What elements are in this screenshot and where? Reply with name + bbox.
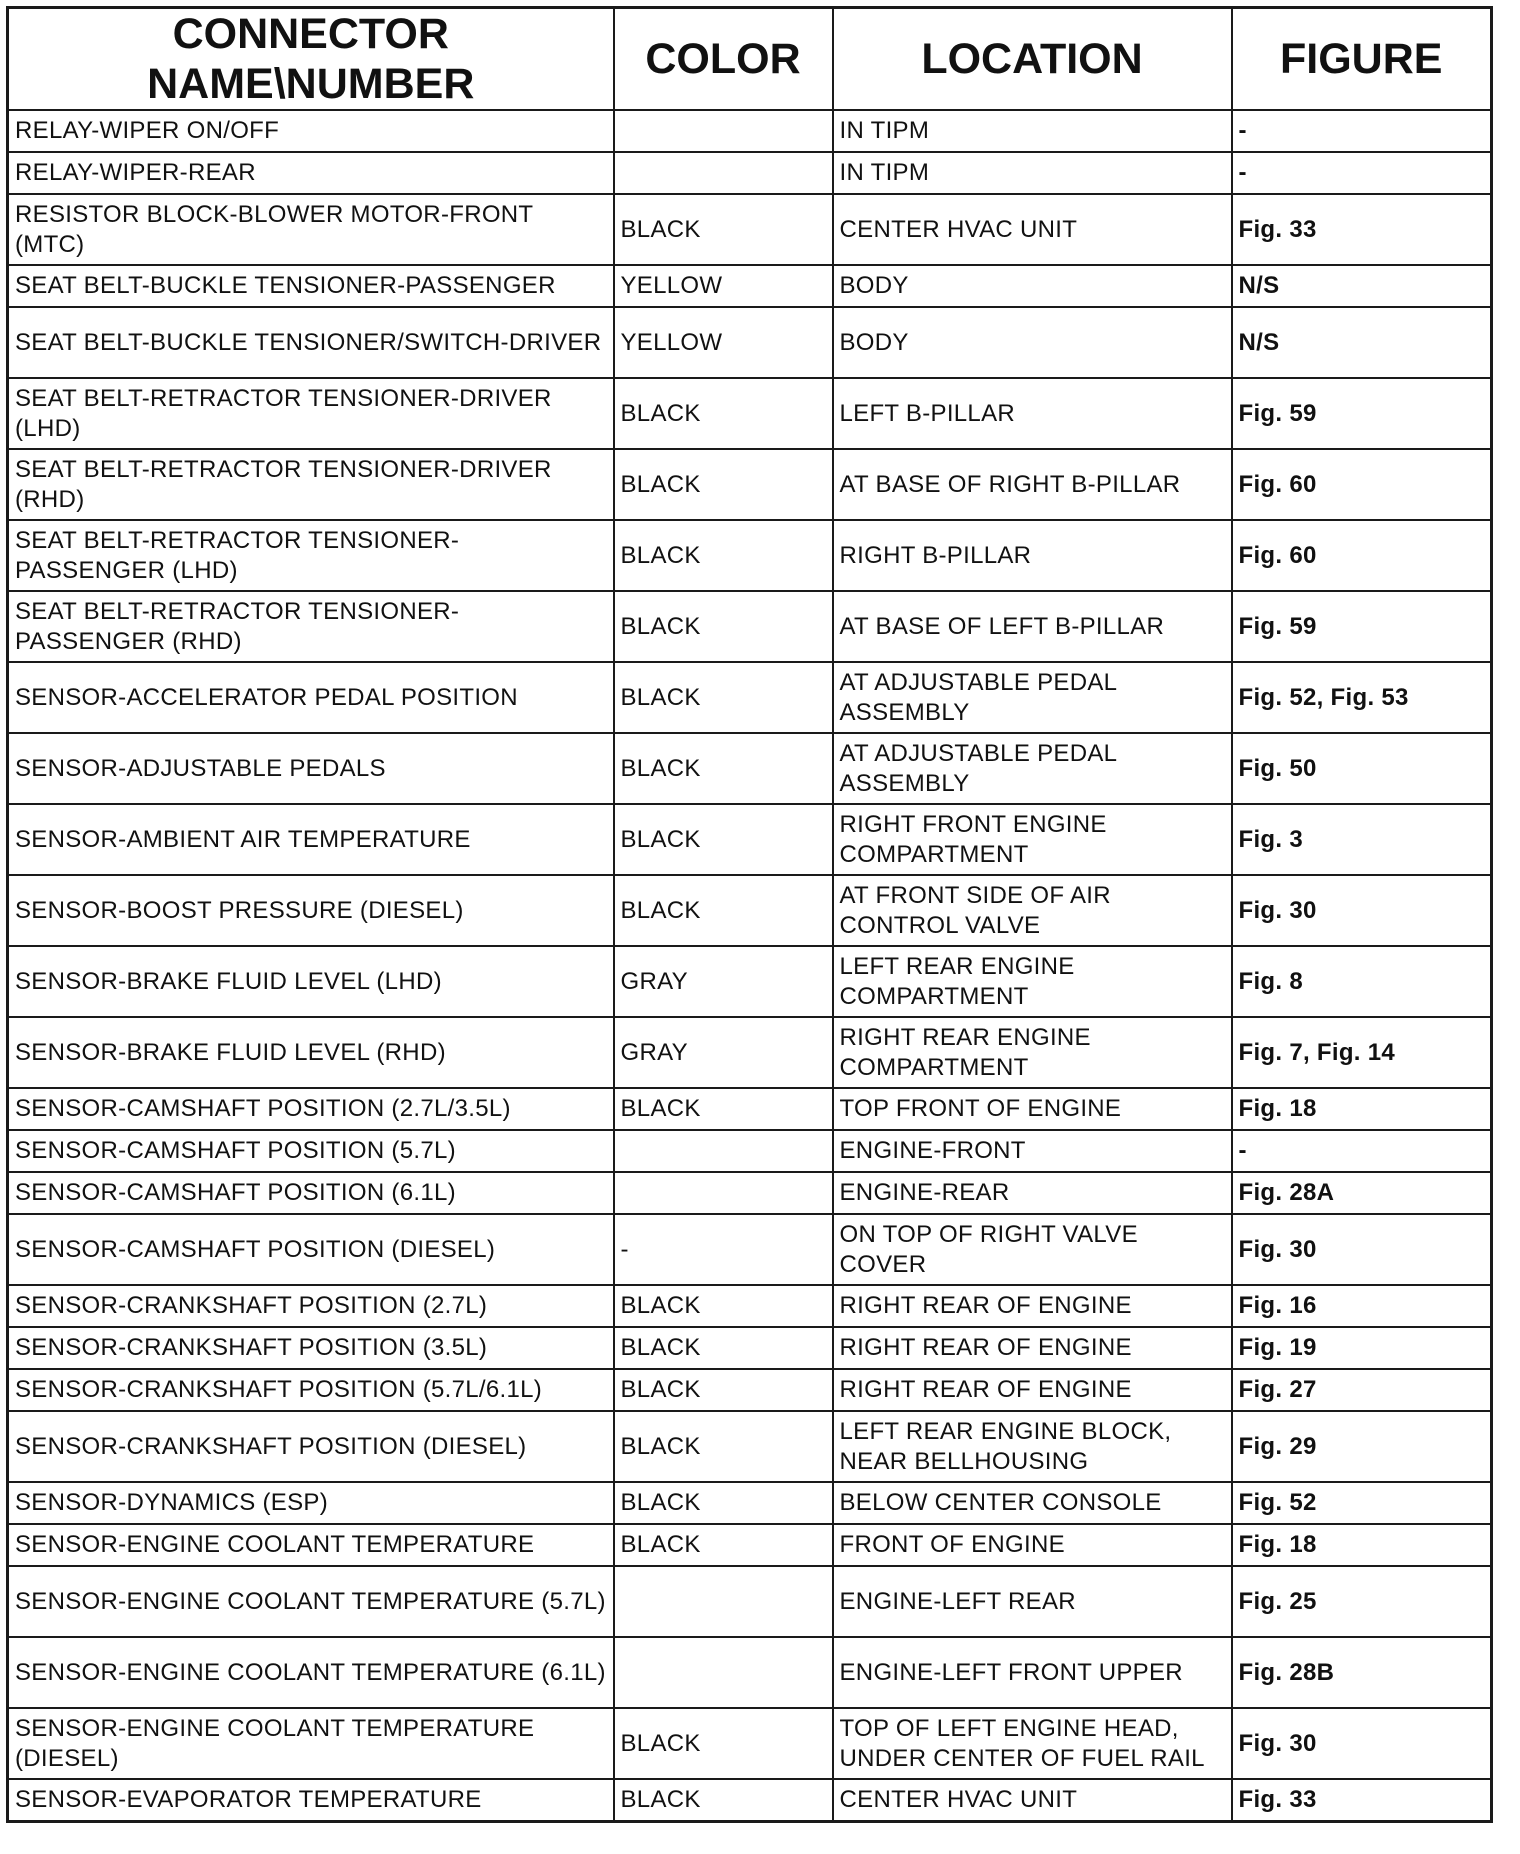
table-row [8,1130,1492,1172]
cell-name: SENSOR-ENGINE COOLANT TEMPERATURE [8,1524,614,1566]
cell-color [614,1130,833,1172]
cell-location: CENTER HVAC UNIT [833,1779,1232,1822]
cell-location: BODY [833,265,1232,307]
cell-figure: Fig. 29 [1232,1411,1492,1482]
cell-color: BLACK [614,1088,833,1130]
table-row [8,1327,1492,1369]
header-location: LOCATION [833,8,1232,111]
cell-name: SENSOR-CAMSHAFT POSITION (2.7L/3.5L) [8,1088,614,1130]
cell-color [614,152,833,194]
cell-name: SENSOR-ENGINE COOLANT TEMPERATURE (5.7L) [8,1566,614,1637]
cell-location: RIGHT REAR ENGINE COMPARTMENT [833,1017,1232,1088]
cell-name: SENSOR-AMBIENT AIR TEMPERATURE [8,804,614,875]
cell-color: YELLOW [614,307,833,378]
cell-figure: Fig. 7, Fig. 14 [1232,1017,1492,1088]
cell-figure: Fig. 19 [1232,1327,1492,1369]
cell-name: RELAY-WIPER ON/OFF [8,110,614,152]
table-row [8,662,1492,733]
cell-location: ENGINE-LEFT REAR [833,1566,1232,1637]
cell-color: BLACK [614,1708,833,1779]
cell-name: SEAT BELT-RETRACTOR TENSIONER-DRIVER (RHD) [8,449,614,520]
cell-name: SEAT BELT-RETRACTOR TENSIONER-PASSENGER (RHD) [8,591,614,662]
cell-name: SEAT BELT-RETRACTOR TENSIONER-DRIVER (LHD) [8,378,614,449]
header-connector-name [8,8,614,111]
cell-name: SENSOR-CRANKSHAFT POSITION (DIESEL) [8,1411,614,1482]
table-row [8,1708,1492,1779]
table-row [8,946,1492,1017]
table-row [8,1637,1492,1708]
cell-figure: Fig. 33 [1232,194,1492,265]
cell-color: BLACK [614,1327,833,1369]
cell-name: SEAT BELT-BUCKLE TENSIONER-PASSENGER [8,265,614,307]
cell-figure: Fig. 8 [1232,946,1492,1017]
cell-figure: Fig. 30 [1232,1708,1492,1779]
table-row [8,1524,1492,1566]
table-row [8,1172,1492,1214]
connector-table [6,6,1493,1823]
cell-location: CENTER HVAC UNIT [833,194,1232,265]
cell-location: AT ADJUSTABLE PEDAL ASSEMBLY [833,733,1232,804]
cell-color: BLACK [614,1779,833,1822]
cell-name: RELAY-WIPER-REAR [8,152,614,194]
table-row [8,110,1492,152]
header-connector-line2: NAME\NUMBER [147,60,475,108]
cell-location: IN TIPM [833,152,1232,194]
cell-color: - [614,1214,833,1285]
cell-color: BLACK [614,804,833,875]
cell-location: RIGHT REAR OF ENGINE [833,1327,1232,1369]
cell-figure: N/S [1232,307,1492,378]
table-row [8,307,1492,378]
cell-figure: - [1232,152,1492,194]
cell-location: FRONT OF ENGINE [833,1524,1232,1566]
cell-figure: Fig. 18 [1232,1524,1492,1566]
cell-location: LEFT REAR ENGINE COMPARTMENT [833,946,1232,1017]
cell-color: BLACK [614,1411,833,1482]
cell-name: SENSOR-CRANKSHAFT POSITION (3.5L) [8,1327,614,1369]
cell-name: SENSOR-CAMSHAFT POSITION (5.7L) [8,1130,614,1172]
cell-figure: - [1232,1130,1492,1172]
table-row [8,152,1492,194]
cell-figure: Fig. 59 [1232,591,1492,662]
cell-color [614,1172,833,1214]
table-row [8,1779,1492,1822]
cell-name: SENSOR-BOOST PRESSURE (DIESEL) [8,875,614,946]
cell-color [614,110,833,152]
table-row [8,378,1492,449]
cell-color: BLACK [614,591,833,662]
cell-figure: Fig. 27 [1232,1369,1492,1411]
cell-location: RIGHT REAR OF ENGINE [833,1285,1232,1327]
cell-name: SENSOR-CRANKSHAFT POSITION (5.7L/6.1L) [8,1369,614,1411]
table-row [8,1017,1492,1088]
cell-name: SENSOR-BRAKE FLUID LEVEL (RHD) [8,1017,614,1088]
cell-location: ON TOP OF RIGHT VALVE COVER [833,1214,1232,1285]
cell-name: SENSOR-CAMSHAFT POSITION (DIESEL) [8,1214,614,1285]
header-row [8,8,1492,111]
cell-figure: Fig. 30 [1232,875,1492,946]
cell-figure: Fig. 52, Fig. 53 [1232,662,1492,733]
cell-figure: Fig. 50 [1232,733,1492,804]
header-color: COLOR [614,8,833,111]
cell-color: BLACK [614,1369,833,1411]
cell-figure: Fig. 59 [1232,378,1492,449]
cell-color: BLACK [614,449,833,520]
table-header [8,8,1492,111]
cell-name: SENSOR-CRANKSHAFT POSITION (2.7L) [8,1285,614,1327]
cell-location: LEFT B-PILLAR [833,378,1232,449]
table-row [8,520,1492,591]
cell-figure: - [1232,110,1492,152]
cell-color: BLACK [614,662,833,733]
cell-figure: Fig. 30 [1232,1214,1492,1285]
cell-color [614,1637,833,1708]
cell-name: RESISTOR BLOCK-BLOWER MOTOR-FRONT (MTC) [8,194,614,265]
cell-name: SEAT BELT-BUCKLE TENSIONER/SWITCH-DRIVER [8,307,614,378]
cell-color: GRAY [614,1017,833,1088]
cell-name: SENSOR-ENGINE COOLANT TEMPERATURE (DIESEL) [8,1708,614,1779]
table-row [8,194,1492,265]
table-row [8,1214,1492,1285]
cell-figure: N/S [1232,265,1492,307]
table-row [8,1285,1492,1327]
cell-color: BLACK [614,1524,833,1566]
cell-name: SENSOR-ENGINE COOLANT TEMPERATURE (6.1L) [8,1637,614,1708]
cell-location: AT BASE OF RIGHT B-PILLAR [833,449,1232,520]
table-row [8,1566,1492,1637]
cell-color: BLACK [614,1482,833,1524]
table-body [8,110,1492,1822]
table-row [8,449,1492,520]
cell-name: SENSOR-DYNAMICS (ESP) [8,1482,614,1524]
cell-location: AT FRONT SIDE OF AIR CONTROL VALVE [833,875,1232,946]
cell-color: BLACK [614,520,833,591]
cell-color: BLACK [614,733,833,804]
table-row [8,875,1492,946]
cell-location: BELOW CENTER CONSOLE [833,1482,1232,1524]
cell-figure: Fig. 16 [1232,1285,1492,1327]
cell-figure: Fig. 18 [1232,1088,1492,1130]
cell-location: AT BASE OF LEFT B-PILLAR [833,591,1232,662]
cell-location: RIGHT B-PILLAR [833,520,1232,591]
cell-color: BLACK [614,378,833,449]
cell-location: ENGINE-LEFT FRONT UPPER [833,1637,1232,1708]
table-row [8,1411,1492,1482]
cell-name: SENSOR-CAMSHAFT POSITION (6.1L) [8,1172,614,1214]
table-row [8,1369,1492,1411]
cell-location: BODY [833,307,1232,378]
cell-figure: Fig. 28B [1232,1637,1492,1708]
cell-location: ENGINE-REAR [833,1172,1232,1214]
cell-figure: Fig. 28A [1232,1172,1492,1214]
cell-name: SENSOR-BRAKE FLUID LEVEL (LHD) [8,946,614,1017]
cell-color: BLACK [614,1285,833,1327]
table-row [8,1088,1492,1130]
cell-color: BLACK [614,875,833,946]
cell-figure: Fig. 3 [1232,804,1492,875]
cell-color: YELLOW [614,265,833,307]
cell-name: SENSOR-ACCELERATOR PEDAL POSITION [8,662,614,733]
table-row [8,591,1492,662]
cell-figure: Fig. 60 [1232,449,1492,520]
table-row [8,1482,1492,1524]
cell-name: SENSOR-EVAPORATOR TEMPERATURE [8,1779,614,1822]
cell-location: RIGHT FRONT ENGINE COMPARTMENT [833,804,1232,875]
cell-figure: Fig. 25 [1232,1566,1492,1637]
cell-color: BLACK [614,194,833,265]
cell-location: AT ADJUSTABLE PEDAL ASSEMBLY [833,662,1232,733]
cell-location: ENGINE-FRONT [833,1130,1232,1172]
cell-color [614,1566,833,1637]
cell-figure: Fig. 52 [1232,1482,1492,1524]
table-row [8,265,1492,307]
cell-location: IN TIPM [833,110,1232,152]
cell-name: SENSOR-ADJUSTABLE PEDALS [8,733,614,804]
cell-figure: Fig. 60 [1232,520,1492,591]
table-row [8,733,1492,804]
cell-location: TOP FRONT OF ENGINE [833,1088,1232,1130]
cell-figure: Fig. 33 [1232,1779,1492,1822]
header-connector-line1: CONNECTOR [172,10,449,58]
header-figure: FIGURE [1232,8,1492,111]
cell-location: RIGHT REAR OF ENGINE [833,1369,1232,1411]
cell-name: SEAT BELT-RETRACTOR TENSIONER-PASSENGER (LHD) [8,520,614,591]
cell-location: TOP OF LEFT ENGINE HEAD, UNDER CENTER OF FUEL RAIL [833,1708,1232,1779]
cell-location: LEFT REAR ENGINE BLOCK, NEAR BELLHOUSING [833,1411,1232,1482]
table-row [8,804,1492,875]
cell-color: GRAY [614,946,833,1017]
